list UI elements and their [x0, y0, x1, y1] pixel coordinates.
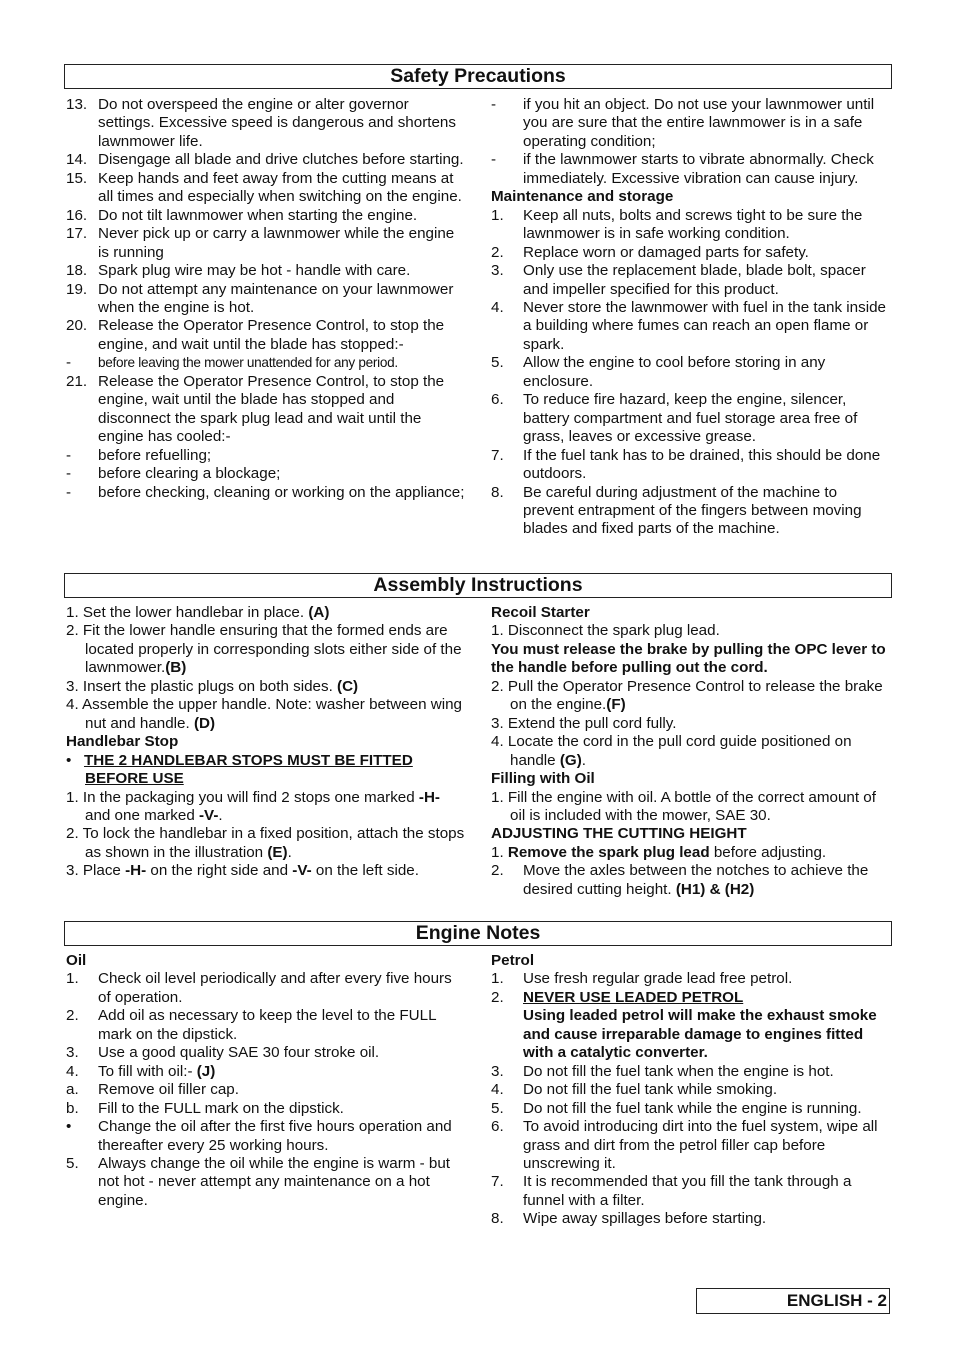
list-text: Keep hands and feet away from the cutting means at all times and especially when switching on the engine.	[98, 169, 462, 206]
list-marker: 19.	[66, 280, 88, 298]
figure-ref: (J)	[196, 1062, 216, 1080]
list-text: Do not fill the fuel tank when the engine is hot.	[523, 1062, 834, 1080]
list-text: Wipe away spillages before starting.	[523, 1210, 767, 1228]
page-footer: ENGLISH - 2	[696, 1288, 890, 1314]
maintenance-item	[491, 354, 891, 391]
petrol-item	[491, 1210, 891, 1228]
recoil-step-3: 3. Extend the pull cord fully.	[491, 714, 677, 732]
list-marker: 5.	[491, 354, 504, 372]
list-marker: -	[491, 151, 497, 169]
oil-item	[66, 1007, 466, 1044]
assembly-right-column	[491, 604, 891, 899]
safety-item	[66, 170, 466, 207]
safety-item	[491, 151, 891, 188]
list-marker: 8.	[491, 1210, 504, 1228]
list-text: Be careful during adjustment of the machine to prevent entrapment of the fingers between moving blades and fixed parts of the machine.	[523, 483, 862, 538]
list-text: before checking, cleaning or working on the appliance;	[98, 483, 465, 501]
list-text: Do not overspeed the engine or alter governor settings. Excessive speed is dangerous and shortens lawnmower life.	[98, 96, 456, 150]
safety-item	[66, 207, 466, 225]
list-marker: 2.	[66, 1007, 79, 1025]
maintenance-heading: Maintenance and storage	[491, 188, 674, 206]
petrol-item-2: 2. NEVER USE LEADED PETROL	[491, 988, 744, 1006]
maintenance-item	[491, 207, 891, 244]
oil-heading: Oil	[66, 952, 87, 969]
list-text: Do not tilt lawnmower when starting the engine.	[98, 206, 418, 224]
oil-step-1: 1. Fill the engine with oil. A bottle of the correct amount of oil is included with the mower, SAE 30.	[491, 788, 876, 824]
list-marker: 3.	[66, 1044, 79, 1062]
safety-item	[66, 373, 466, 447]
list-text: Do not attempt any maintenance on your lawnmower when the engine is hot.	[98, 280, 454, 316]
list-marker: 18.	[66, 262, 88, 280]
list-marker: 7.	[491, 446, 504, 464]
list-marker: 2.	[491, 243, 504, 261]
list-text: Disengage all blade and drive clutches before starting.	[98, 151, 464, 169]
assembly-heading: Assembly Instructions	[64, 573, 892, 598]
assembly-step-2: 2. Fit the lower handle ensuring that the formed ends are located properly in corresponding slots either side of the lawnmower.(B)	[66, 622, 462, 677]
oil-item	[66, 1155, 466, 1210]
stop-step-2: 2. To lock the handlebar in a fixed position, attach the stops as shown in the illustration (E).	[66, 825, 465, 861]
list-text: Remove oil filler cap.	[98, 1081, 239, 1099]
list-marker: •	[66, 1118, 72, 1136]
list-marker: -	[66, 446, 72, 464]
list-marker: 3.	[491, 262, 504, 280]
list-text: before clearing a blockage;	[98, 465, 281, 483]
list-text: Allow the engine to cool before storing in any enclosure.	[523, 354, 826, 390]
list-marker: 17.	[66, 225, 88, 243]
list-marker: 3.	[491, 1062, 504, 1080]
list-text: If the fuel tank has to be drained, this should be done outdoors.	[523, 446, 881, 483]
list-text: Check oil level periodically and after every five hours of operation.	[98, 970, 452, 1006]
assembly-step-1: 1. Set the lower handlebar in place. (A)	[66, 604, 330, 621]
recoil-step-1: 1. Disconnect the spark plug lead.	[491, 622, 720, 640]
assembly-step-3: 3. Insert the plastic plugs on both sides. (C)	[66, 677, 359, 695]
maintenance-item	[491, 244, 891, 262]
petrol-warning: Using leaded petrol will make the exhaust smoke and cause irreparable damage to engines fitted with a catalytic converter.	[523, 1007, 877, 1062]
list-text: Never pick up or carry a lawnmower while the engine is running	[98, 225, 455, 261]
recoil-step-4: 4. Locate the cord in the pull cord guide positioned on handle (G).	[491, 733, 852, 769]
list-marker: 5.	[66, 1154, 79, 1172]
list-marker: 7.	[491, 1173, 504, 1191]
safety-item	[66, 262, 466, 280]
list-text: before leaving the mower unattended for any period.	[98, 355, 398, 371]
engine-notes-heading: Engine Notes	[64, 921, 892, 946]
handlebar-stop-warning: • THE 2 HANDLEBAR STOPS MUST BE FITTED BEFORE USE	[66, 751, 413, 788]
safety-right-column	[491, 96, 891, 539]
list-text: Use a good quality SAE 30 four stroke oil.	[98, 1044, 380, 1062]
list-text: Do not fill the fuel tank while smoking.	[523, 1081, 778, 1099]
assembly-step-4: 4. Assemble the upper handle. Note: washer between wing nut and handle. (D)	[66, 696, 462, 732]
list-text: It is recommended that you fill the tank through a funnel with a filter.	[523, 1173, 852, 1209]
safety-item	[66, 354, 466, 372]
list-marker: 1.	[491, 206, 504, 224]
petrol-item	[491, 1100, 891, 1118]
list-text: Release the Operator Presence Control, to stop the engine, wait until the blade has stopped and disconnect the spark plug lead and wait until the engine has cooled:-	[98, 372, 445, 446]
list-text: Only use the replacement blade, blade bolt, spacer and impeller specified for this product.	[523, 262, 866, 298]
list-marker: -	[66, 354, 72, 372]
oil-item	[66, 1081, 466, 1099]
list-text: Fill to the FULL mark on the dipstick.	[98, 1099, 344, 1117]
list-text: before refuelling;	[98, 446, 212, 464]
list-marker: a.	[66, 1081, 79, 1099]
list-text: Replace worn or damaged parts for safety.	[523, 243, 809, 261]
engine-oil-column	[66, 952, 466, 1210]
handlebar-stop-heading: Handlebar Stop	[66, 733, 179, 751]
safety-item	[491, 96, 891, 151]
list-marker: -	[66, 483, 72, 501]
list-marker: 8.	[491, 483, 504, 501]
list-text: Keep all nuts, bolts and screws tight to be sure the lawnmower is in safe working condition.	[523, 206, 863, 243]
cutting-height-heading: ADJUSTING THE CUTTING HEIGHT	[491, 825, 747, 843]
safety-item	[66, 281, 466, 318]
list-marker: 6.	[491, 1118, 504, 1136]
safety-item	[66, 317, 466, 354]
list-marker: 6.	[491, 391, 504, 409]
list-marker: -	[491, 96, 497, 113]
maintenance-item	[491, 484, 891, 539]
list-marker: 4.	[66, 1062, 79, 1080]
safety-item	[66, 96, 466, 151]
maintenance-item	[491, 262, 891, 299]
list-marker: 5.	[491, 1099, 504, 1117]
list-marker: b.	[66, 1099, 79, 1117]
list-text: Add oil as necessary to keep the level to the FULL mark on the dipstick.	[98, 1007, 436, 1043]
stop-step-1: 1. In the packaging you will find 2 stops one marked -H- and one marked -V-.	[66, 788, 440, 824]
oil-item	[66, 1118, 466, 1155]
list-text: To avoid introducing dirt into the fuel system, wipe all grass and dirt from the petrol filler cap before unscrewing it.	[523, 1118, 878, 1172]
petrol-item	[491, 1173, 891, 1210]
oil-item	[66, 1044, 466, 1062]
list-marker: 20.	[66, 317, 88, 335]
list-text: Never store the lawnmower with fuel in the tank inside a building where fumes can reach an open flame or spark.	[523, 298, 886, 353]
list-text: if the lawnmower starts to vibrate abnormally. Check immediately. Excessive vibration can cause injury.	[523, 151, 874, 187]
maintenance-item	[491, 447, 891, 484]
list-text: Always change the oil while the engine is warm - but not hot - never attempt any maintenance on a hot engine.	[98, 1154, 451, 1209]
petrol-heading: Petrol	[491, 952, 535, 969]
list-marker: 4.	[491, 298, 504, 316]
cutting-step-1: 1. Remove the spark plug lead before adjusting.	[491, 843, 827, 861]
recoil-step-2: 2. Pull the Operator Presence Control to release the brake on the engine.(F)	[491, 677, 883, 714]
oil-item	[66, 1100, 466, 1118]
list-marker: 15.	[66, 169, 88, 187]
list-text: Spark plug wire may be hot - handle with care.	[98, 262, 411, 280]
list-marker: 16.	[66, 206, 88, 224]
list-marker: 21.	[66, 372, 88, 390]
safety-item	[66, 447, 466, 465]
safety-item	[66, 484, 466, 502]
safety-left-column	[66, 96, 466, 502]
list-marker: 4.	[491, 1081, 504, 1099]
oil-item	[66, 1063, 466, 1081]
list-text: To reduce fire hazard, keep the engine, silencer, battery compartment and fuel storage area free of grass, leaves or excessive grease.	[523, 391, 858, 446]
safety-item	[66, 225, 466, 262]
list-text: To fill with oil:-	[98, 1062, 197, 1080]
recoil-warning: You must release the brake by pulling the OPC lever to the handle before pulling out the cord.	[491, 640, 886, 677]
safety-item	[66, 151, 466, 169]
list-text: Do not fill the fuel tank while the engine is running.	[523, 1099, 862, 1117]
list-text: Release the Operator Presence Control, to stop the engine, and wait until the blade has stopped:-	[98, 317, 445, 353]
maintenance-item	[491, 391, 891, 446]
list-marker: 1.	[66, 970, 79, 988]
safety-heading: Safety Precautions	[64, 64, 892, 89]
stop-step-3: 3. Place -H- on the right side and -V- on the left side.	[66, 862, 419, 880]
petrol-item	[491, 1118, 891, 1173]
list-marker: 13.	[66, 96, 88, 113]
filling-oil-heading: Filling with Oil	[491, 770, 595, 788]
engine-petrol-column	[491, 952, 891, 1229]
petrol-item	[491, 1081, 891, 1099]
list-marker: -	[66, 465, 72, 483]
cutting-step-2: 2. Move the axles between the notches to achieve the desired cutting height. (H1) & (H2)	[491, 862, 869, 898]
list-marker: 14.	[66, 151, 88, 169]
list-text: Change the oil after the first five hours operation and thereafter every 25 working hours.	[98, 1118, 452, 1154]
safety-item	[66, 465, 466, 483]
maintenance-item	[491, 299, 891, 354]
petrol-item	[491, 1063, 891, 1081]
assembly-left-column	[66, 604, 466, 881]
petrol-item-1: 1. Use fresh regular grade lead free petrol.	[491, 970, 793, 988]
list-text: if you hit an object. Do not use your lawnmower until you are sure that the entire lawnmower is in a safe operating condition;	[523, 96, 875, 150]
recoil-starter-heading: Recoil Starter	[491, 604, 590, 621]
oil-item	[66, 970, 466, 1007]
